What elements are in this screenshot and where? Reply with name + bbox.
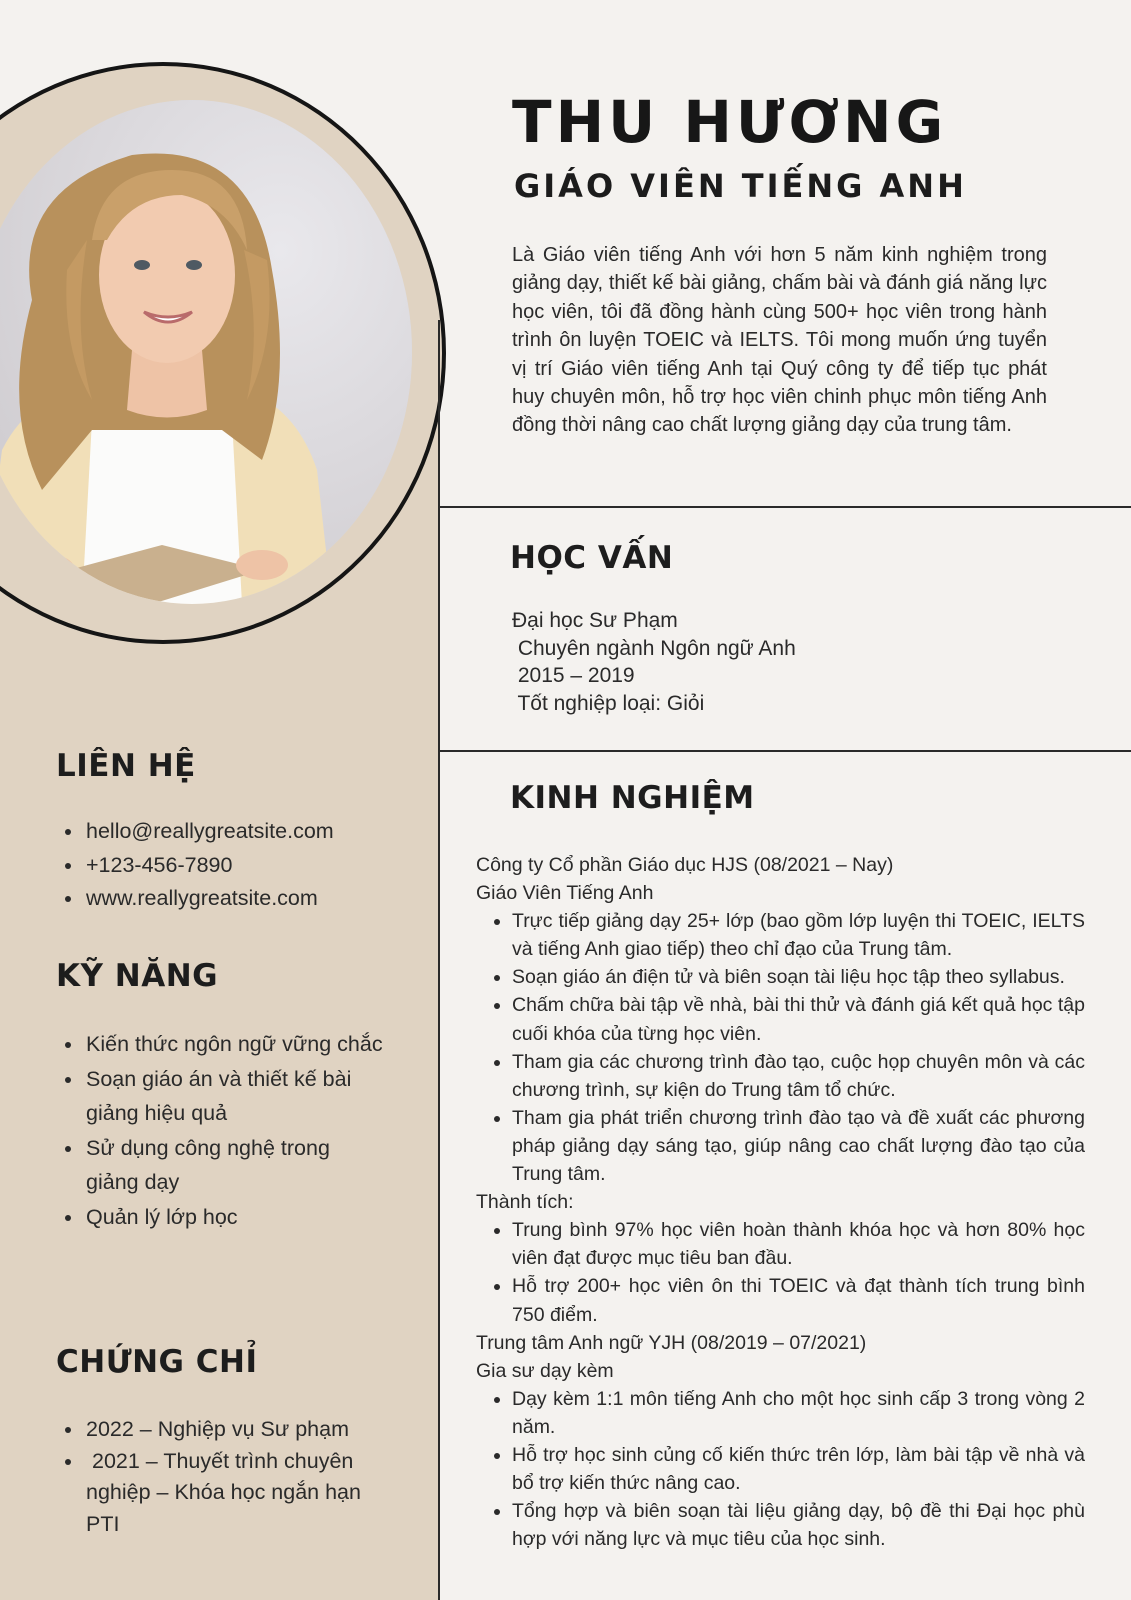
list-item: • Kiến thức ngôn ngữ vững chắc xyxy=(84,1027,384,1062)
education-years: 2015 – 2019 xyxy=(512,664,635,688)
certificates-list xyxy=(56,1414,384,1540)
contact-email[interactable]: • hello@reallygreatsite.com xyxy=(84,815,334,849)
contact-website[interactable]: • www.reallygreatsite.com xyxy=(84,882,334,916)
list-item: • Quản lý lớp học xyxy=(84,1200,384,1235)
list-item: • Sử dụng công nghệ trong giảng dạy xyxy=(84,1131,384,1200)
skills-title: KỸ NĂNG xyxy=(56,958,219,994)
divider-education xyxy=(438,506,1131,508)
list-item: • Trung bình 97% học viên hoàn thành khóa học và hơn 80% học viên đạt được mục tiêu ban đầu. xyxy=(512,1216,1085,1272)
contact-phone[interactable]: • +123-456-7890 xyxy=(84,849,334,883)
job1-position: Giáo Viên Tiếng Anh xyxy=(476,882,654,905)
contact-title: LIÊN HỆ xyxy=(56,748,196,784)
list-item: • Tham gia các chương trình đào tạo, cuộc họp chuyên môn và các chương trình, sự kiện do Trung tâm tổ chức. xyxy=(512,1048,1085,1104)
job1-achievements xyxy=(476,1216,1085,1328)
education-title: HỌC VẤN xyxy=(510,540,674,576)
profile-photo xyxy=(0,100,412,604)
list-item: • Tổng hợp và biên soạn tài liệu giảng dạy, bộ đề thi Đại học phù hợp với năng lực và mục tiêu của học sinh. xyxy=(512,1497,1085,1553)
education-grade: Tốt nghiệp loại: Giỏi xyxy=(512,691,705,715)
experience-details xyxy=(476,851,1085,1553)
candidate-role: GIÁO VIÊN TIẾNG ANH xyxy=(514,167,967,205)
list-item: • Chấm chữa bài tập về nhà, bài thi thử và đánh giá kết quả học tập cuối khóa của từng học viên. xyxy=(512,991,1085,1047)
job1-duties xyxy=(476,907,1085,1188)
experience-title: KINH NGHIỆM xyxy=(510,780,755,816)
list-item: • Hỗ trợ 200+ học viên ôn thi TOEIC và đạt thành tích trung bình 750 điểm. xyxy=(512,1272,1085,1328)
certificates-title: CHỨNG CHỈ xyxy=(56,1344,258,1380)
list-item: • Soạn giáo án và thiết kế bài giảng hiệu quả xyxy=(84,1062,384,1131)
divider-experience xyxy=(438,750,1131,752)
job2-duties xyxy=(476,1385,1085,1554)
list-item: • Hỗ trợ học sinh củng cố kiến thức trên lớp, làm bài tập về nhà và bổ trợ kiến thức nâng cao. xyxy=(512,1441,1085,1497)
list-item: • Tham gia phát triển chương trình đào tạo và đề xuất các phương pháp giảng dạy sáng tạo, giúp nâng cao chất lượng đào tạo của Trung tâm. xyxy=(512,1104,1085,1188)
contact-list xyxy=(56,815,334,916)
candidate-name: THU HƯƠNG xyxy=(512,88,948,156)
education-school: Đại học Sư Phạm xyxy=(512,609,678,632)
skills-list xyxy=(56,1027,384,1234)
education-major: Chuyên ngành Ngôn ngữ Anh xyxy=(512,636,796,660)
job1-achievements-label: Thành tích: xyxy=(476,1191,574,1214)
job2-company: Trung tâm Anh ngữ YJH (08/2019 – 07/2021) xyxy=(476,1331,867,1354)
education-details xyxy=(512,607,796,717)
list-item: • Dạy kèm 1:1 môn tiếng Anh cho một học sinh cấp 3 trong vòng 2 năm. xyxy=(512,1385,1085,1441)
job2-position: Gia sư dạy kèm xyxy=(476,1359,614,1382)
profile-summary: Là Giáo viên tiếng Anh với hơn 5 năm kinh nghiệm trong giảng dạy, thiết kế bài giảng, chấm bài và đánh giá năng lực học viên, tôi đã đồng hành cùng 500+ học viên trong hành trình ôn luyện TOEIC và IELTS. Tôi mong muốn ứng tuyển vị trí Giáo viên tiếng Anh tại Quý công ty để tiếp tục phát huy chuyên môn, hỗ trợ học viên chinh phục môn tiếng Anh đồng thời nâng cao chất lượng giảng dạy của trung tâm. xyxy=(512,244,1047,437)
vertical-divider xyxy=(438,320,440,1600)
profile-photo-illustration xyxy=(0,100,412,604)
job1-company: Công ty Cổ phần Giáo dục HJS (08/2021 – Nay) xyxy=(476,854,894,876)
list-item: • Soạn giáo án điện tử và biên soạn tài liệu học tập theo syllabus. xyxy=(512,963,1085,991)
list-item: • 2021 – Thuyết trình chuyên nghiệp – Khóa học ngắn hạn PTI xyxy=(84,1446,384,1541)
list-item: • Trực tiếp giảng dạy 25+ lớp (bao gồm lớp luyện thi TOEIC, IELTS và tiếng Anh giao tiếp) theo chỉ đạo của Trung tâm. xyxy=(512,907,1085,963)
list-item: • 2022 – Nghiệp vụ Sư phạm xyxy=(84,1414,384,1446)
